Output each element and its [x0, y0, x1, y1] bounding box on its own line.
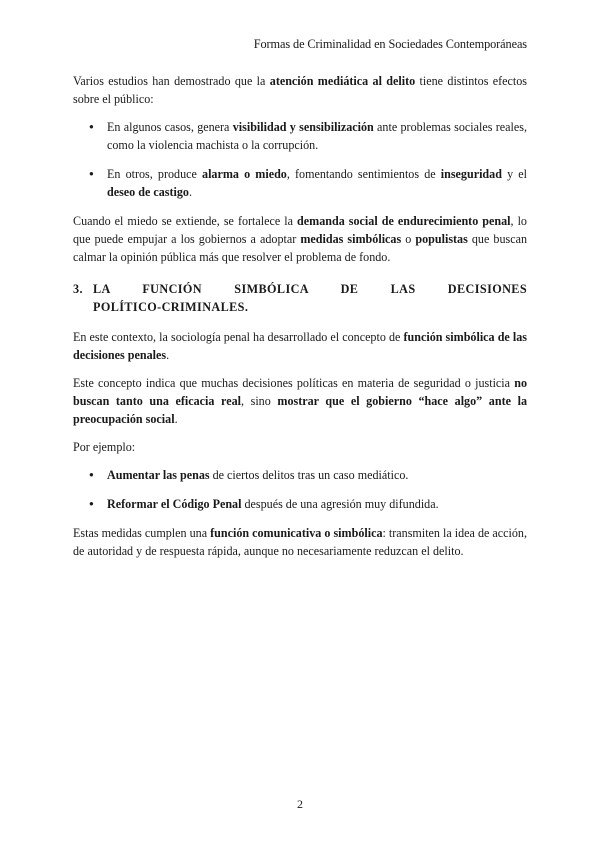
page-number: 2	[297, 797, 303, 811]
examples-list	[73, 466, 527, 513]
running-header: Formas de Criminalidad en Sociedades Contemporáneas	[253, 37, 527, 51]
page-body	[73, 72, 527, 570]
paragraph-conclusion: Estas medidas cumplen una función comunicativa o simbólica: transmiten la idea de acción, de autoridad y de respuesta rápida, aunque no necesariamente reduzcan el delito.	[73, 526, 527, 558]
paragraph-concept: Este concepto indica que muchas decisiones políticas en materia de seguridad o justicia no buscan tanto una eficacia real, sino mostrar que el gobierno “hace algo” ante la preocupación social.	[73, 376, 527, 426]
paragraph-media-attention: Varios estudios han demostrado que la atención mediática al delito tiene distintos efectos sobre el público:	[73, 74, 527, 106]
paragraph-context: En este contexto, la sociología penal ha desarrollado el concepto de función simbólica de las decisiones penales.	[73, 330, 527, 362]
effects-list	[73, 118, 527, 201]
paragraph-example-intro: Por ejemplo:	[73, 440, 136, 454]
list-item: ● Reformar el Código Penal después de una agresión muy difundida.	[73, 495, 527, 513]
section-number: 3.	[73, 282, 83, 296]
section-heading	[73, 280, 527, 316]
list-item: ● En otros, produce alarma o miedo, fomentando sentimientos de inseguridad y el deseo de castigo.	[73, 165, 527, 201]
section-title: LA FUNCIÓN SIMBÓLICA DE LAS DECISIONES POLÍTICO-CRIMINALES.	[93, 282, 527, 314]
paragraph-fear-demand: Cuando el miedo se extiende, se fortalece la demanda social de endurecimiento penal, lo que puede empujar a los gobiernos a adoptar medidas simbólicas o populistas que buscan calmar la opinión pública más que resolver el problema de fondo.	[73, 214, 527, 264]
list-item: ● Aumentar las penas de ciertos delitos tras un caso mediático.	[73, 466, 527, 484]
list-item: ● En algunos casos, genera visibilidad y sensibilización ante problemas sociales reales, como la violencia machista o la corrupción.	[73, 118, 527, 154]
